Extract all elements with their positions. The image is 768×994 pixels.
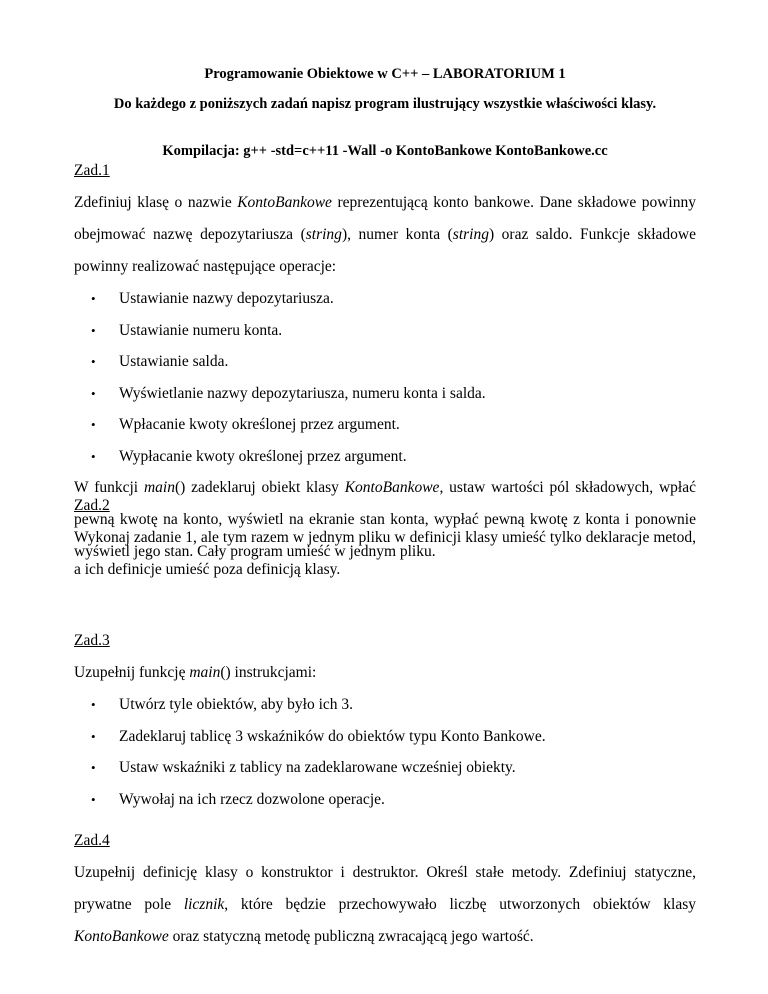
- bullet-icon: •: [91, 354, 96, 369]
- task-3-instructions-list: [74, 689, 696, 815]
- bullet-icon: •: [91, 728, 96, 744]
- list-item: • Ustaw wskaźniki z tablicy na zadeklarowane wcześniej obiekty.: [74, 752, 696, 784]
- task-3-description: Uzupełnij funkcję main() instrukcjami:: [74, 664, 317, 681]
- list-item: • Ustawianie nazwy depozytariusza.: [74, 283, 696, 315]
- bullet-icon: •: [91, 291, 96, 306]
- document-subtitle: Do każdego z poniższych zadań napisz program ilustrujący wszystkie właściwości klasy.: [113, 96, 657, 112]
- document-title: Programowanie Obiektowe w C++ – LABORATORIUM 1: [204, 66, 566, 82]
- list-item: • Ustawianie salda.: [74, 346, 696, 378]
- task-2-description: Wykonaj zadanie 1, ale tym razem w jednym pliku w definicji klasy umieść tylko deklaracje metod, a ich definicje umieść poza definicją klasy.: [74, 529, 696, 578]
- bullet-icon: •: [91, 417, 96, 432]
- list-item: • Wyświetlanie nazwy depozytariusza, numeru konta i salda.: [74, 378, 696, 410]
- task-3-title: Zad.3: [74, 632, 110, 649]
- list-item: • Ustawianie numeru konta.: [74, 315, 696, 347]
- list-item: • Utwórz tyle obiektów, aby było ich 3.: [74, 689, 696, 721]
- bullet-icon: •: [91, 791, 96, 807]
- list-item: • Zadeklaruj tablicę 3 wskaźników do obiektów typu Konto Bankowe.: [74, 721, 696, 753]
- bullet-icon: •: [91, 697, 96, 712]
- task-2-title: Zad.2: [74, 497, 110, 514]
- bullet-icon: •: [91, 385, 96, 401]
- task-1-main-instructions: W funkcji main() zadeklaruj obiekt klasy KontoBankowe, ustaw wartości pól składowych, wpłać pewną kwotę na konto, wyświetl na ekranie stan konta, wypłać pewną kwotę z konta i ponownie wyświetl jego stan. Cały program umieść w jednym pliku.: [74, 479, 696, 560]
- list-item: • Wypłacanie kwoty określonej przez argument.: [74, 441, 696, 473]
- task-1-title: Zad.1: [74, 162, 110, 179]
- compile-command: Kompilacja: g++ -std=c++11 -Wall -o KontoBankowe KontoBankowe.cc: [162, 143, 608, 159]
- task-4: [74, 825, 696, 953]
- task-4-description: Uzupełnij definicję klasy o konstruktor i destruktor. Określ stałe metody. Zdefiniuj statyczne, prywatne pole licznik, które będzie przechowywało liczbę utworzonych obiektów klasy KontoBankowe oraz statyczną metodę publiczną zwracającą jego wartość.: [74, 864, 696, 945]
- list-item: • Wywołaj na ich rzecz dozwolone operacje.: [74, 784, 696, 816]
- task-2: [74, 490, 696, 586]
- task-3: [74, 625, 696, 815]
- bullet-icon: •: [91, 760, 96, 775]
- bullet-icon: •: [91, 322, 96, 338]
- task-1-operations-list: [74, 283, 696, 472]
- bullet-icon: •: [91, 448, 96, 464]
- list-item: • Wpłacanie kwoty określonej przez argument.: [74, 409, 696, 441]
- task-1-description: Zdefiniuj klasę o nazwie KontoBankowe reprezentującą konto bankowe. Dane składowe powinny obejmować nazwę depozytariusza (string), numer konta (string) oraz saldo. Funkcje składowe powinny realizować następujące operacje:: [74, 194, 697, 275]
- task-4-title: Zad.4: [74, 832, 110, 849]
